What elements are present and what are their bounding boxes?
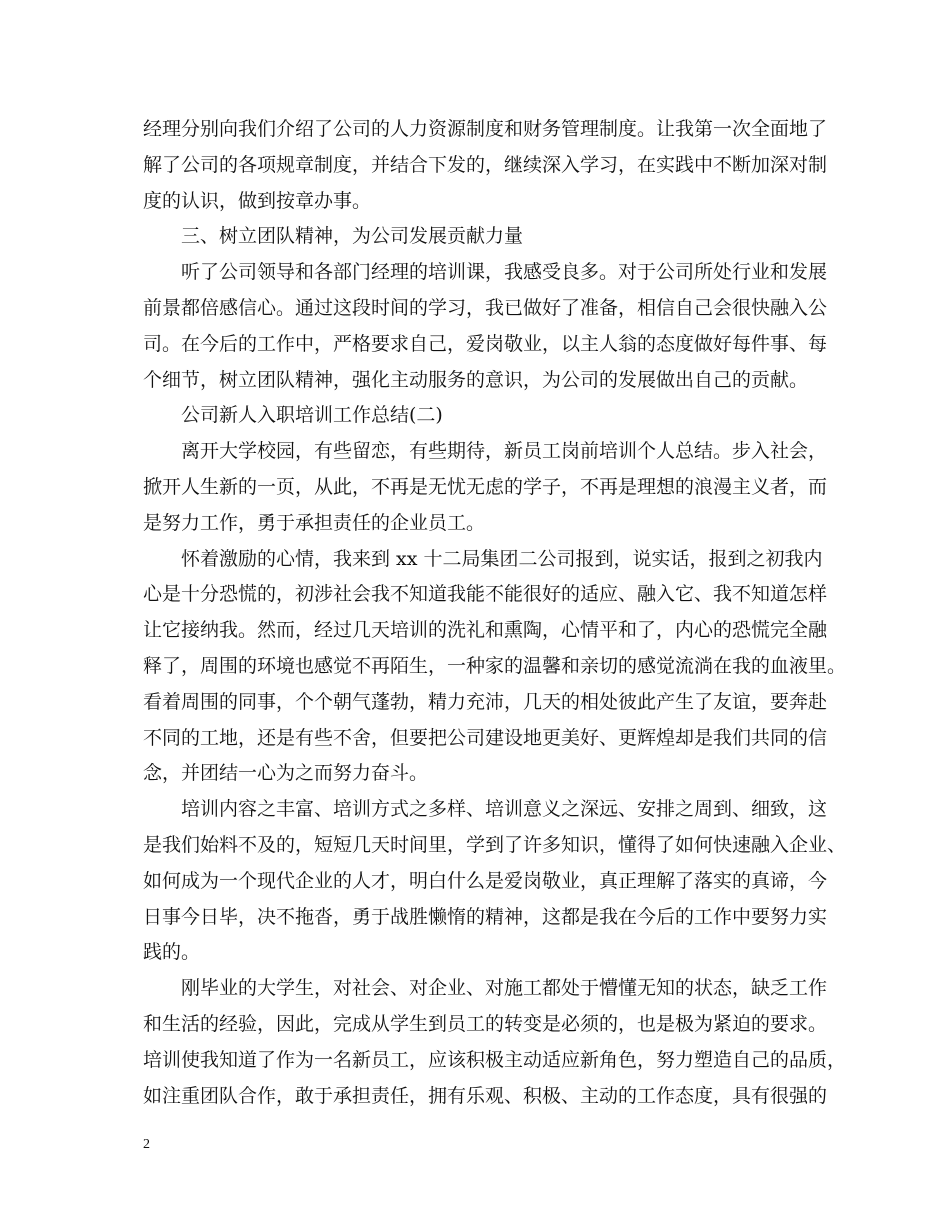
text-line: 个细节，树立团队精神，强化主动服务的意识，为公司的发展做出自己的贡献。 [143, 368, 809, 391]
text-line: 心是十分恐慌的，初涉社会我不知道我能不能很好的适应、融入它、我不知道怎样 [143, 583, 828, 606]
text-line: 培训使我知道了作为一名新员工，应该积极主动适应新角色，努力塑造自己的品质， [143, 1048, 847, 1071]
text-line: 经理分别向我们介绍了公司的人力资源制度和财务管理制度。让我第一次全面地了 [143, 118, 828, 140]
paragraph [143, 255, 828, 398]
paragraph [143, 219, 811, 255]
paragraph [143, 434, 828, 541]
text-line: 三、树立团队精神，为公司发展贡献力量 [181, 225, 524, 248]
paragraph [143, 971, 847, 1114]
paragraph [143, 792, 847, 971]
text-line: 掀开人生新的一页，从此，不再是无忧无虑的学子，不再是理想的浪漫主义者，而 [143, 475, 828, 498]
text-line: 如注重团队合作，敢于承担责任，拥有乐观、积极、主动的工作态度，具有很强的 [143, 1084, 828, 1107]
text-line: 如何成为一个现代企业的人才，明白什么是爱岗敬业，真正理解了落实的真谛，今 [143, 869, 828, 892]
page-number: 2 [143, 1137, 150, 1152]
text-line: 前景都倍感信心。通过这段时间的学习，我已做好了准备，相信自己会很快融入公 [143, 296, 828, 319]
text-line: 司。在今后的工作中，严格要求自己，爱岗敬业，以主人翁的态度做好每件事、每 [143, 332, 828, 355]
text-line: 和生活的经验，因此，完成从学生到员工的转变是必须的，也是极为紧迫的要求。 [143, 1012, 828, 1035]
text-line: 刚毕业的大学生，对社会、对企业、对施工都处于懵懂无知的状态，缺乏工作 [181, 977, 828, 1000]
text-line: 念，并团结一心为之而努力奋斗。 [143, 762, 429, 785]
text-line: 不同的工地，还是有些不舍，但要把公司建设地更美好、更辉煌却是我们共同的信 [143, 726, 828, 749]
text-line: 怀着激励的心情，我来到 xx 十二局集团二公司报到，说实话，报到之初我内 [181, 547, 823, 570]
text-line: 度的认识，做到按章办事。 [143, 189, 372, 212]
text-line: 离开大学校园，有些留恋，有些期待，新员工岗前培训个人总结。步入社会， [181, 440, 828, 463]
text-line: 日事今日毕，决不拖沓，勇于战胜懒惰的精神，这都是我在今后的工作中要努力实 [143, 905, 828, 928]
document-body [143, 112, 847, 1114]
text-line: 听了公司领导和各部门经理的培训课，我感受良多。对于公司所处行业和发展 [181, 261, 828, 284]
text-line: 公司新人入职培训工作总结(二) [181, 404, 443, 427]
text-line: 让它接纳我。然而，经过几天培训的洗礼和熏陶，心情平和了，内心的恐慌完全融 [143, 619, 828, 642]
text-line: 培训内容之丰富、培训方式之多样、培训意义之深远、安排之周到、细致，这 [181, 798, 828, 821]
text-line: 释了，周围的环境也感觉不再陌生，一种家的温馨和亲切的感觉流淌在我的血液里。 [143, 654, 847, 677]
paragraph [143, 542, 847, 793]
text-line: 践的。 [143, 941, 201, 964]
text-line: 是努力工作，勇于承担责任的企业员工。 [143, 511, 486, 534]
text-line: 看着周围的同事，个个朝气蓬勃，精力充沛，几天的相处彼此产生了友谊，要奔赴 [143, 690, 828, 713]
text-line: 解了公司的各项规章制度，并结合下发的，继续深入学习，在实践中不断加深对制 [143, 153, 828, 176]
paragraph [143, 398, 811, 434]
text-line: 是我们始料不及的，短短几天时间里，学到了许多知识，懂得了如何快速融入企业、 [143, 833, 847, 856]
paragraph [143, 112, 828, 219]
